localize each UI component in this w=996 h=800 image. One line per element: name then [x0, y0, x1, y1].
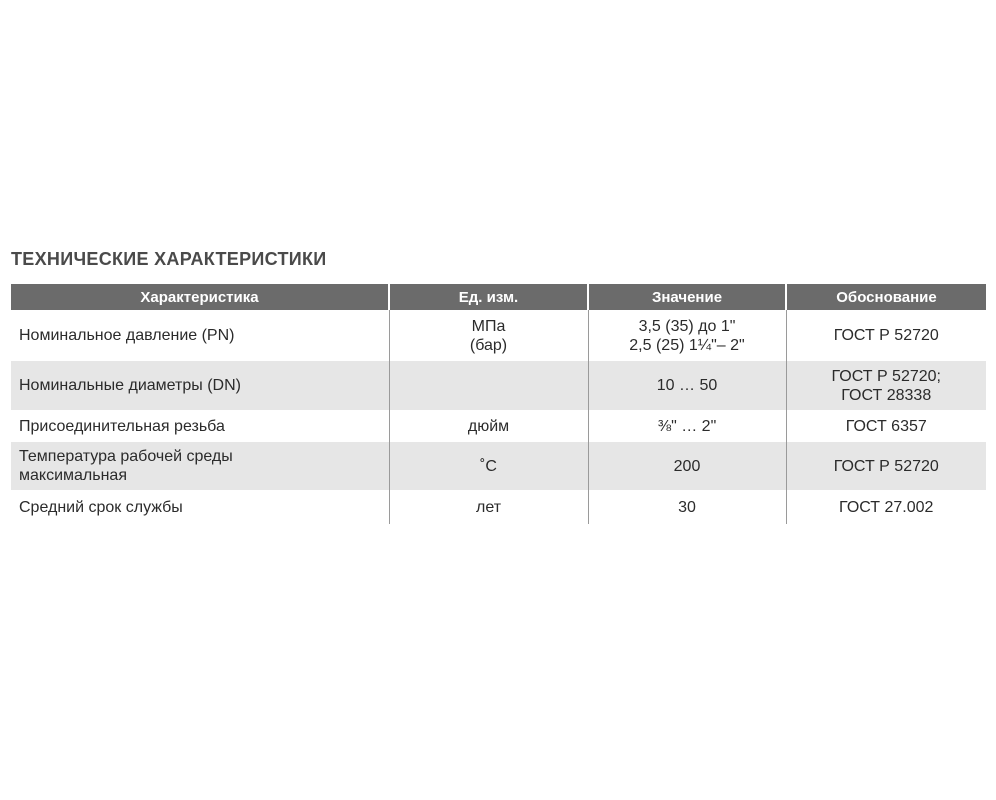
- cell-text: Присоединительная резьба: [19, 417, 225, 435]
- table-row: [11, 410, 986, 442]
- cell-value: [588, 442, 786, 490]
- cell-text: Номинальные диаметры (DN): [19, 377, 241, 394]
- cell-text: ГОСТ Р 52720;: [831, 367, 941, 385]
- cell-unit: [389, 442, 588, 490]
- cell-basis: [786, 310, 986, 361]
- header-unit: Ед. изм.: [389, 284, 588, 310]
- table-header-row: [11, 284, 986, 310]
- cell-text: ГОСТ 27.002: [839, 498, 934, 516]
- cell-text: 10 … 50: [656, 377, 718, 394]
- cell-basis: [786, 442, 986, 490]
- cell-text: 3,5 (35) до 1": [638, 317, 736, 335]
- cell-text: 30: [678, 498, 696, 516]
- cell-characteristic: [11, 361, 389, 410]
- cell-text: дюйм: [467, 417, 510, 435]
- header-basis: Обоснование: [786, 284, 986, 310]
- cell-characteristic: [11, 490, 389, 524]
- table-row: [11, 310, 986, 361]
- cell-characteristic: [11, 410, 389, 442]
- cell-text: максимальная: [19, 467, 127, 484]
- cell-text: ГОСТ Р 52720: [833, 457, 939, 475]
- cell-value: [588, 410, 786, 442]
- header-value: Значение: [588, 284, 786, 310]
- cell-value: [588, 490, 786, 524]
- table-row: [11, 442, 986, 490]
- cell-text: МПа: [471, 317, 506, 335]
- cell-unit: [389, 361, 588, 410]
- cell-unit: [389, 410, 588, 442]
- cell-basis: [786, 490, 986, 524]
- table-row: [11, 361, 986, 410]
- table-row: [11, 490, 986, 524]
- cell-text: Номинальное давление (PN): [19, 327, 235, 344]
- cell-characteristic: [11, 442, 389, 490]
- cell-unit: [389, 490, 588, 524]
- cell-value: [588, 361, 786, 410]
- cell-text: Средний срок службы: [19, 498, 183, 516]
- cell-text: ⅜" … 2": [657, 417, 717, 435]
- cell-text: лет: [475, 498, 502, 516]
- cell-text: Температура рабочей среды: [19, 448, 233, 465]
- cell-basis: [786, 361, 986, 410]
- cell-text: ГОСТ 28338: [841, 386, 932, 404]
- cell-characteristic: [11, 310, 389, 361]
- cell-text: 2,5 (25) 1¼"– 2": [629, 336, 745, 354]
- cell-text: (бар): [469, 336, 508, 354]
- cell-text: 200: [673, 457, 701, 475]
- cell-text: ˚С: [480, 457, 497, 475]
- cell-value: [588, 310, 786, 361]
- cell-text: ГОСТ 6357: [845, 417, 927, 435]
- section-title: ТЕХНИЧЕСКИЕ ХАРАКТЕРИСТИКИ: [11, 249, 327, 269]
- cell-unit: [389, 310, 588, 361]
- cell-text: ГОСТ Р 52720: [833, 327, 939, 344]
- cell-basis: [786, 410, 986, 442]
- header-characteristic: Характеристика: [11, 284, 389, 310]
- specifications-table: [11, 284, 986, 524]
